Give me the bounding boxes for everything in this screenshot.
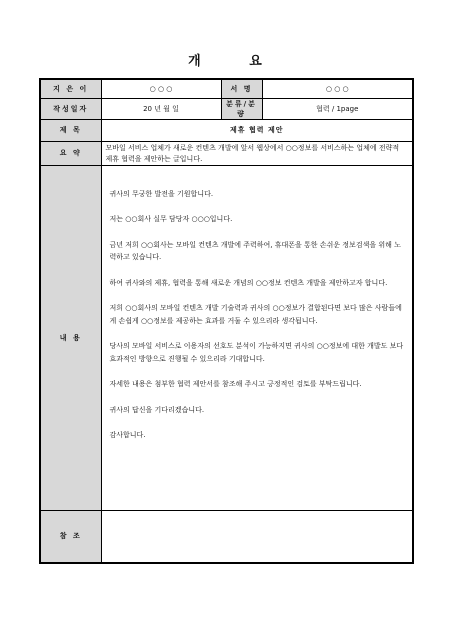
content-label: 내 용 [40,165,101,510]
content-paragraph: 금년 저희 ○○회사는 모바일 컨텐츠 개발에 주력하여, 휴대폰을 통한 손쉬운 정보검색을 위해 노력하고 있습니다. [109,240,401,261]
category-value: 협력 / 1page [262,98,413,119]
date-row [40,98,413,119]
summary-label: 요 약 [40,141,101,165]
content-paragraph: 하여 귀사와의 제휴, 협력을 통해 새로운 개념의 ○○정보 컨텐츠 개발을 제안하고자 합니다. [109,278,388,287]
summary-row [40,141,413,165]
category-label: 분류/분량 [221,98,262,119]
content-paragraph: 감사합니다. [109,431,146,439]
reference-label: 참 조 [40,510,101,563]
content-paragraph: 저희 ○○회사의 모바일 컨텐츠 개발 기술력과 귀사의 ○○정보가 결합된다면 보다 많은 사람들에게 손쉽게 ○○정보를 제공하는 효과를 거둘 수 있으리라 생각됩니다. [109,304,402,325]
content-body [101,165,413,510]
date-value: 20 년 월 일 [101,98,221,119]
reference-row [40,510,413,563]
document-form-table [39,78,414,564]
author-value: ○ ○ ○ [101,79,221,98]
content-paragraph: 귀사의 답신을 기다리겠습니다. [109,405,205,414]
content-row [40,165,413,510]
page-title: 개 요 [188,54,284,69]
subject-label: 제 목 [40,119,101,141]
content-paragraph: 저는 ○○회사 실무 담당자 ○○○입니다. [109,215,233,223]
content-paragraph: 자세한 내용은 첨부한 협력 제안서를 참조해 주시고 긍정적인 검토를 부탁드립니다. [109,380,362,388]
author-label: 지 은 이 [40,79,101,98]
summary-value: 모바일 서비스 업체가 새로운 컨텐츠 개발에 앞서 웹상에서 ○○정보를 서비스하는 업체에 전략적 제휴 협력을 제안하는 글입니다. [101,141,413,165]
signature-label: 서 명 [221,79,262,98]
subject-value: 제휴 협력 제안 [101,119,413,141]
signature-value: ○ ○ ○ [262,79,413,98]
reference-value [101,510,413,563]
date-label: 작성일자 [40,98,101,119]
author-row [40,79,413,98]
content-paragraph: 당사의 모바일 서비스로 이용자의 선호도 분석이 가능하지면 귀사의 ○○정보에 대한 개발도 보다 효과적인 방향으로 진행될 수 있으리라 기대합니다. [109,342,404,363]
content-paragraph: 귀사의 무궁한 발전을 기원합니다. [109,189,214,198]
subject-row [40,119,413,141]
